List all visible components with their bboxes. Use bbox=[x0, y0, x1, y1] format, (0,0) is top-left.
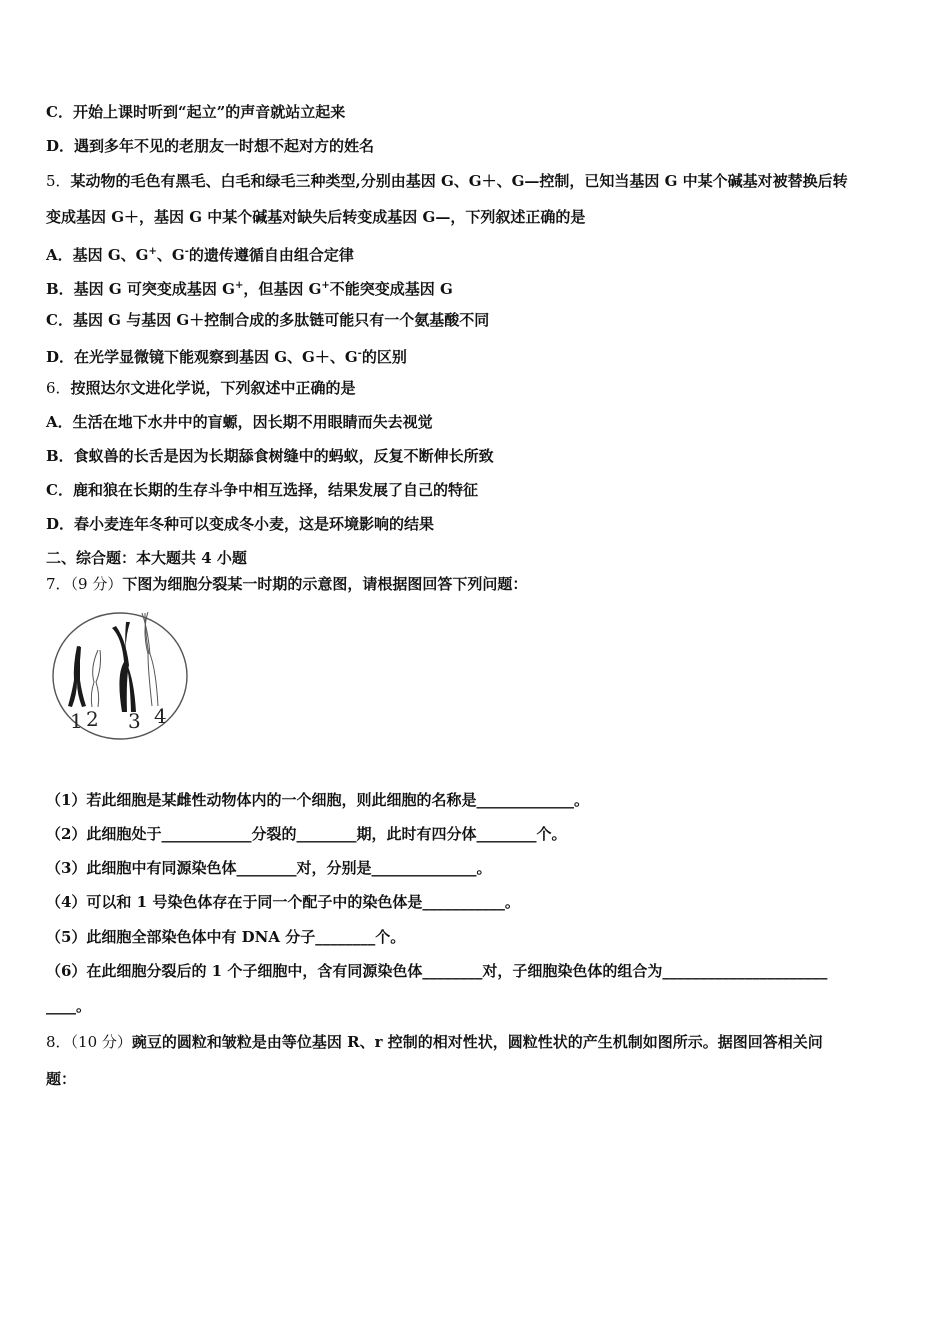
q5-a-text-2: 、G bbox=[156, 246, 185, 264]
q6-option-b: B．食蚁兽的长舌是因为长期舔食树缝中的蚂蚁，反复不断伸长所致 bbox=[46, 447, 494, 465]
q8-score: （10 分） bbox=[70, 1033, 132, 1051]
chromosome-label-3: 3 bbox=[128, 709, 141, 733]
q8-number: 8． bbox=[46, 1033, 71, 1051]
chromosome-2 bbox=[91, 650, 100, 707]
q5-d-text-2: 的区别 bbox=[361, 348, 407, 366]
q5-d-text-1: D．在光学显微镜下能观察到基因 G、G＋、G bbox=[46, 348, 358, 366]
q5-option-b bbox=[46, 276, 453, 299]
q6-option-d: D．春小麦连年冬种可以变成冬小麦，这是环境影响的结果 bbox=[46, 515, 435, 533]
q6-option-a: A．生活在地下水井中的盲螈，因长期不用眼睛而失去视觉 bbox=[46, 413, 433, 431]
q4-option-c: C．开始上课时听到“起立”的声音就站立起来 bbox=[46, 103, 346, 121]
q5-option-c: C．基因 G 与基因 G＋控制合成的多肽链可能只有一个氨基酸不同 bbox=[46, 311, 490, 329]
chromosome-label-4: 4 bbox=[154, 704, 167, 728]
q7-part-6-line2: ____。 bbox=[46, 997, 92, 1015]
q6-option-c: C．鹿和狼在长期的生存斗争中相互选择，结果发展了自己的特征 bbox=[46, 481, 478, 499]
q7-number: 7． bbox=[46, 575, 71, 593]
cell-division-figure bbox=[50, 610, 192, 742]
q6-stem-text: 按照达尔文进化学说，下列叙述中正确的是 bbox=[70, 379, 356, 397]
q7-part-5: （5）此细胞全部染色体中有 DNA 分子________个。 bbox=[46, 928, 406, 946]
q5-d-sup: - bbox=[357, 348, 362, 359]
q5-b-sup-1: + bbox=[234, 280, 244, 291]
q6-number: 6． bbox=[46, 379, 71, 397]
chromosome-1 bbox=[68, 646, 86, 707]
q5-option-d bbox=[46, 344, 407, 367]
q5-a-sup-1: + bbox=[148, 246, 157, 257]
q7-score: （9 分） bbox=[70, 575, 123, 593]
q7-stem bbox=[46, 574, 527, 594]
q5-stem-line2: 变成基因 G＋，基因 G 中某个碱基对缺失后转变成基因 G—，下列叙述正确的是 bbox=[46, 208, 586, 226]
q7-part-4: （4）可以和 1 号染色体存在于同一个配子中的染色体是___________。 bbox=[46, 893, 520, 911]
section-2-title: 二、综合题：本大题共 4 小题 bbox=[46, 549, 247, 567]
q5-a-text-3: 的遗传遵循自由组合定律 bbox=[188, 246, 354, 264]
q6-stem bbox=[46, 378, 356, 398]
chromosome-3 bbox=[112, 622, 136, 712]
q5-a-sup-2: - bbox=[184, 246, 189, 257]
q5-b-sup-2: + bbox=[321, 280, 330, 291]
q7-stem-text: 下图为细胞分裂某一时期的示意图，请根据图回答下列问题： bbox=[122, 575, 528, 593]
chromosome-label-1: 1 bbox=[70, 709, 83, 733]
q5-b-text-3: 不能突变成基因 G bbox=[329, 280, 453, 298]
chromosome-4 bbox=[142, 612, 158, 706]
chromosome-label-2: 2 bbox=[86, 707, 99, 731]
q5-a-text-1: A．基因 G、G bbox=[46, 246, 149, 264]
q5-option-a bbox=[46, 242, 354, 265]
q5-b-text-2: ，但基因 G bbox=[243, 280, 322, 298]
q8-stem-line2: 题： bbox=[46, 1070, 77, 1088]
q5-b-text-1: B．基因 G 可突变成基因 G bbox=[46, 280, 235, 298]
q5-stem-text-1: 某动物的毛色有黑毛、白毛和绿毛三种类型,分别由基因 G、G＋、G—控制，已知当基因 G 中某个碱基对被替换后转 bbox=[70, 172, 848, 190]
q7-part-2: （2）此细胞处于____________分裂的________期，此时有四分体________个。 bbox=[46, 825, 567, 843]
q5-number: 5． bbox=[46, 172, 71, 190]
q7-part-1: （1）若此细胞是某雌性动物体内的一个细胞，则此细胞的名称是_____________。 bbox=[46, 791, 589, 809]
q5-stem-line1 bbox=[46, 171, 848, 191]
q4-option-d: D．遇到多年不见的老朋友一时想不起对方的姓名 bbox=[46, 137, 375, 155]
q7-part-3: （3）此细胞中有同源染色体________对，分别是______________。 bbox=[46, 859, 492, 877]
q8-stem-text-1: 豌豆的圆粒和皱粒是由等位基因 R、r 控制的相对性状，圆粒性状的产生机制如图所示。据图回答相关问 bbox=[131, 1033, 823, 1051]
q8-stem-line1 bbox=[46, 1032, 823, 1052]
q7-part-6-line1: （6）在此细胞分裂后的 1 个子细胞中，含有同源染色体________对，子细胞染色体的组合为______________________ bbox=[46, 962, 828, 980]
